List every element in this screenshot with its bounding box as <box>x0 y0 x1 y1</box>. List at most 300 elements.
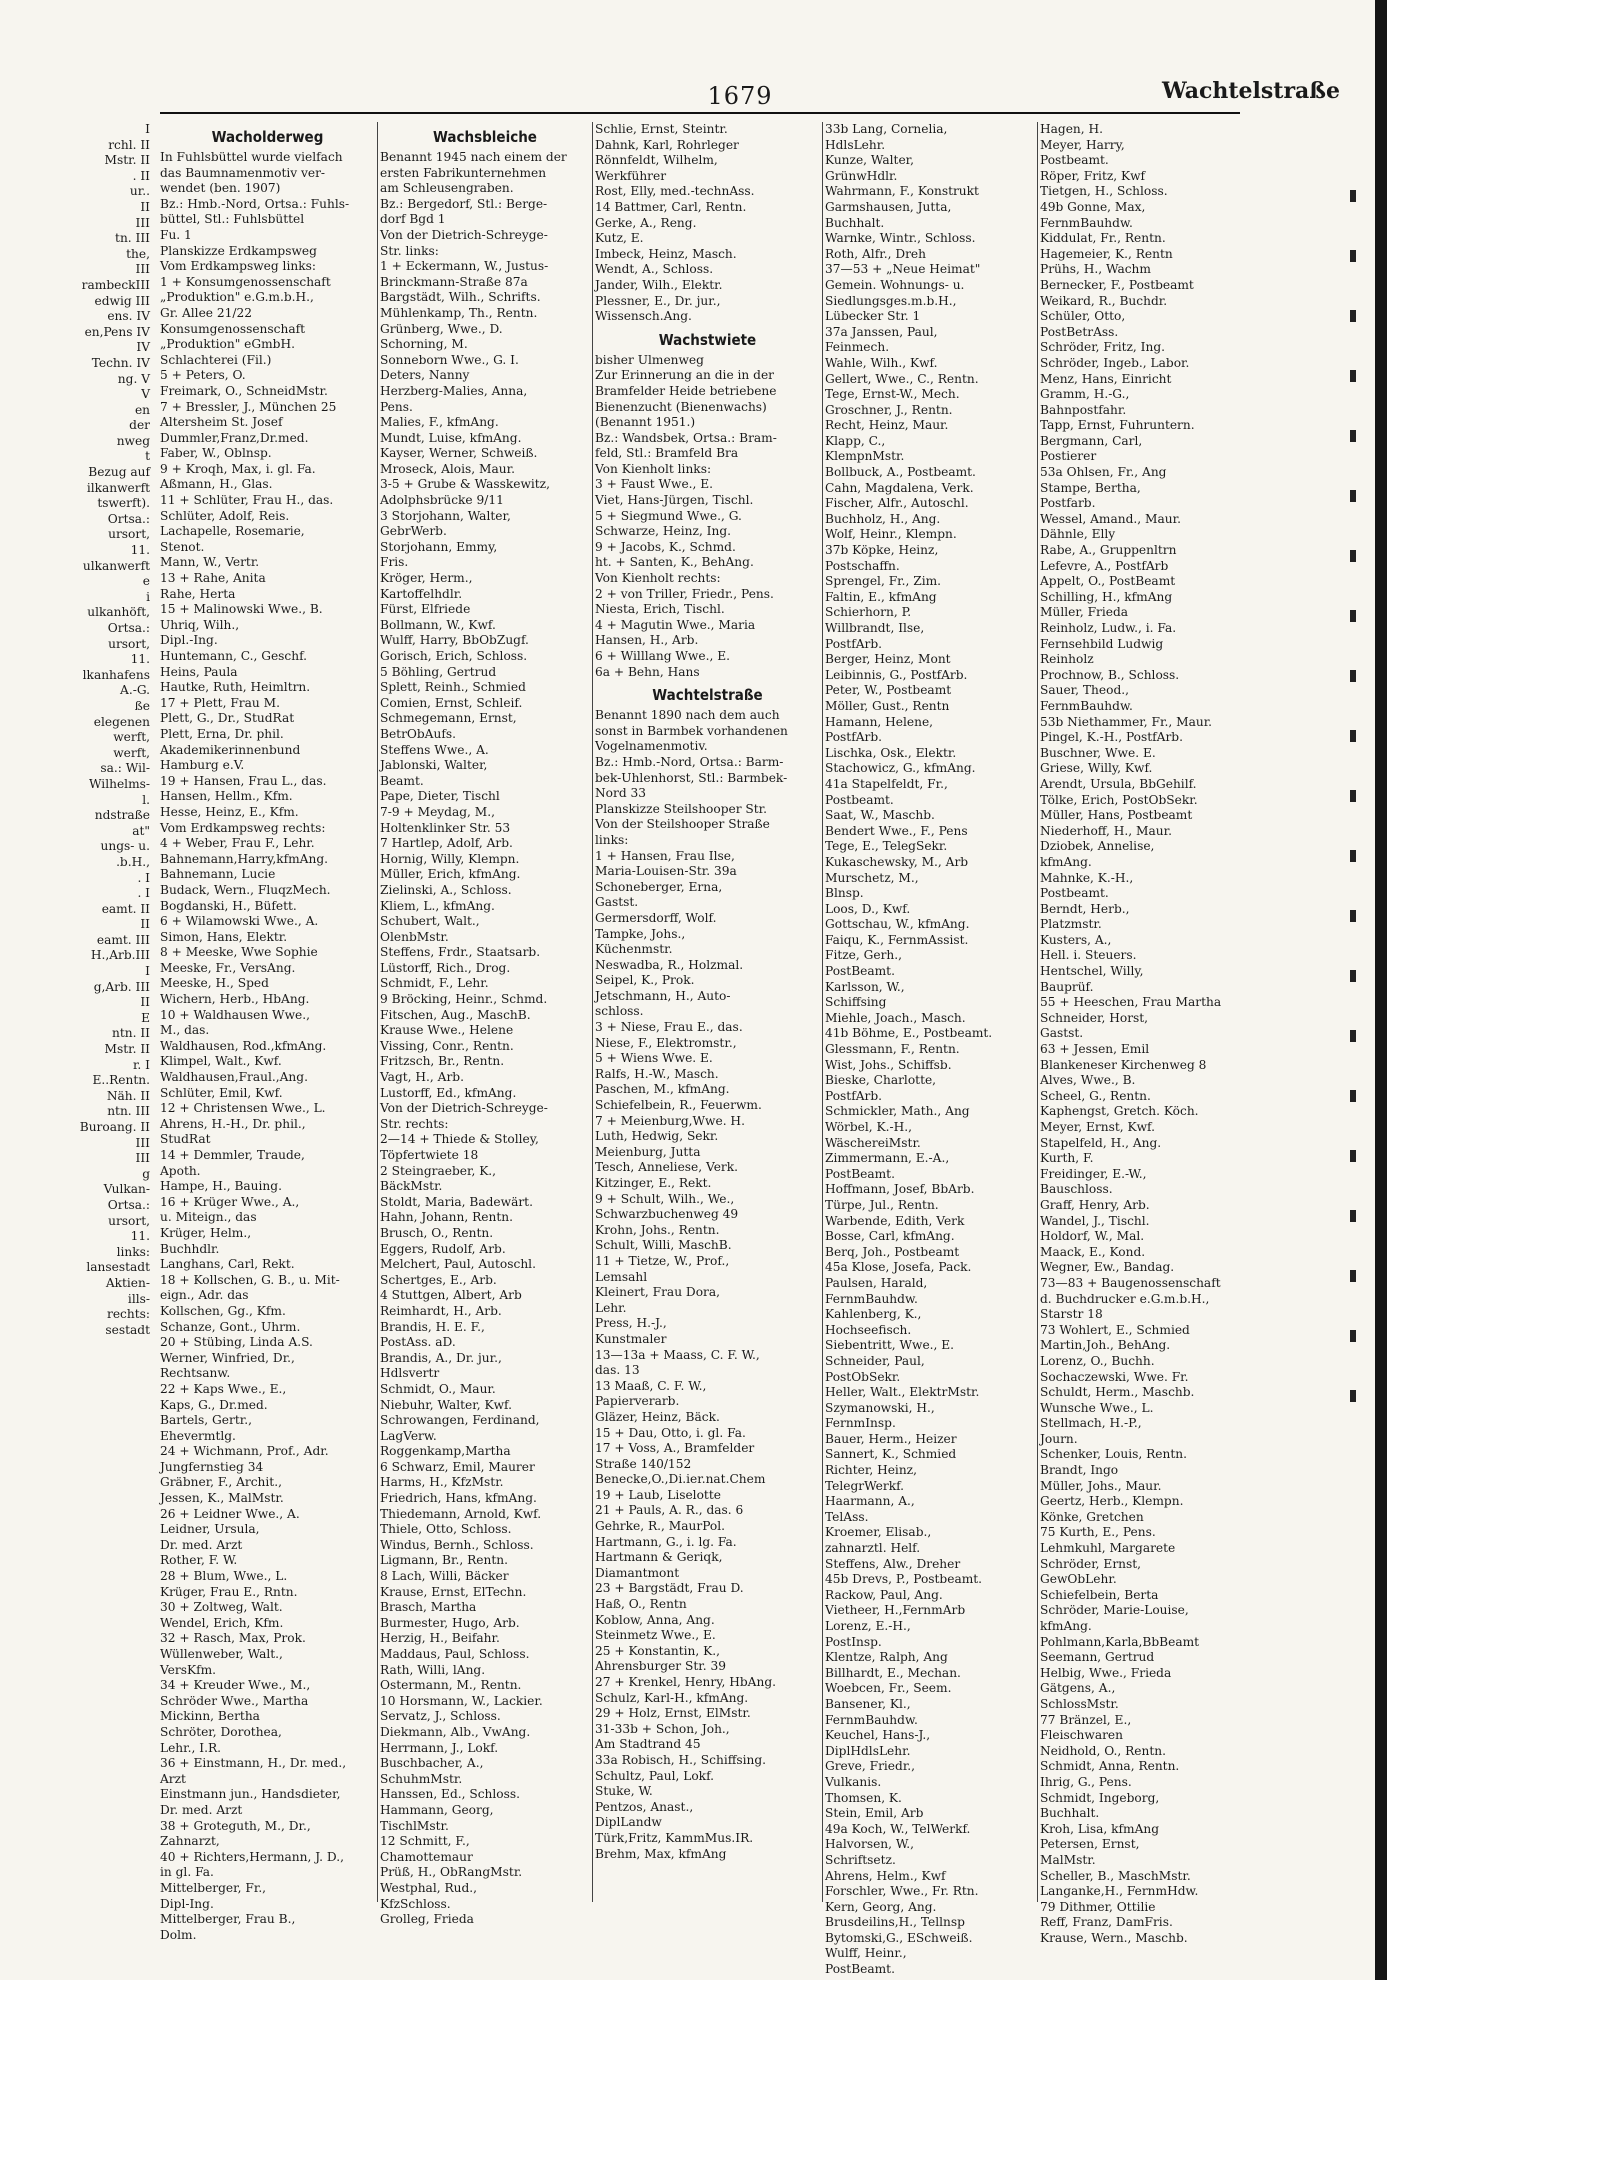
directory-line: Schrowangen, Ferdinand, <box>380 1413 540 1428</box>
directory-line: Gastst. <box>595 895 639 910</box>
directory-line: Schult, Willi, MaschB. <box>595 1238 732 1253</box>
directory-line: Platzmstr. <box>1040 917 1102 932</box>
directory-line: Rahe, Herta <box>160 586 236 601</box>
directory-line: Möller, Gust., Rentn <box>825 698 950 713</box>
directory-line: Scheller, B., MaschMstr. <box>1040 1868 1191 1883</box>
directory-line: Waldhausen,Fraul.,Ang. <box>160 1070 308 1085</box>
directory-line: Benecke,O.,Di.ier.nat.Chem <box>595 1472 766 1487</box>
directory-line: 1 + Hansen, Frau Ilse, <box>595 848 735 863</box>
directory-line: Müller, Erich, kfmAng. <box>380 867 521 882</box>
directory-line: Blankeneser Kirchenweg 8 <box>1040 1057 1207 1072</box>
directory-line: Lorenz, O., Buchh. <box>1040 1353 1155 1368</box>
directory-line: Kröger, Herm., <box>380 571 473 586</box>
directory-line: Küchenmstr. <box>595 942 673 957</box>
directory-line: Aktien- <box>105 1275 150 1290</box>
directory-line: 11. <box>130 543 150 558</box>
directory-line: Szymanowski, H., <box>825 1400 935 1415</box>
directory-line: Freimark, O., SchneidMstr. <box>160 383 328 398</box>
directory-line: 11 + Tietze, W., Prof., <box>595 1253 730 1268</box>
directory-line: Krause, Ernst, ElTechn. <box>380 1584 527 1599</box>
directory-line: Vogelnamenmotiv. <box>595 739 708 754</box>
directory-line: Lorenz, E.-H., <box>825 1619 911 1633</box>
section-head-wachstwiete: Wachstwiete <box>658 330 757 349</box>
directory-line: Mickinn, Bertha <box>160 1709 260 1724</box>
directory-line: 30 + Zoltweg, Walt. <box>160 1600 283 1615</box>
directory-line: FernmBauhdw. <box>825 1712 918 1727</box>
directory-line: Haarmann, A., <box>825 1494 915 1509</box>
directory-line: Sonneborn Wwe., G. I. <box>380 352 519 367</box>
directory-line: 33b Lang, Cornelia, <box>825 122 948 136</box>
directory-line: wendet (ben. 1907) <box>160 181 281 196</box>
directory-line: Reimhardt, H., Arb. <box>380 1303 502 1318</box>
directory-line: Martin,Joh., BehAng. <box>1040 1338 1171 1353</box>
directory-line: Meeske, Fr., VersAng. <box>160 960 296 975</box>
directory-line: Reinholz, Ludw., i. Fa. <box>1040 621 1177 635</box>
directory-line: Gastst. <box>1040 1026 1084 1041</box>
directory-line: Hamann, Helene, <box>825 714 934 729</box>
column-2 <box>380 122 590 1927</box>
directory-line: Journ. <box>1040 1431 1078 1446</box>
directory-line: Splett, Reinh., Schmied <box>380 680 526 695</box>
directory-line: BetrObAufs. <box>380 726 456 741</box>
directory-line: Vulkan- <box>103 1182 150 1197</box>
directory-line: Warnke, Wintr., Schloss. <box>825 231 976 246</box>
directory-line: Arendt, Ursula, BbGehilf. <box>1040 776 1197 791</box>
directory-line: Bendert Wwe., F., Pens <box>825 823 968 838</box>
directory-line: Wilhelms- <box>89 776 150 791</box>
directory-line: PostfArb. <box>825 1088 883 1103</box>
directory-line: Wichern, Herb., HbAng. <box>160 992 310 1007</box>
directory-line: Kutz, E. <box>595 231 644 246</box>
directory-line: Kollschen, Gg., Kfm. <box>160 1303 286 1318</box>
directory-line: Diekmann, Alb., VwAng. <box>380 1724 531 1739</box>
directory-line: Rost, Elly, med.-technAss. <box>595 184 755 199</box>
directory-line: Tege, Ernst-W., Mech. <box>825 387 960 402</box>
directory-line: 7-9 + Meydag, M., <box>380 804 496 819</box>
directory-line: Töpfertwiete 18 <box>380 1148 479 1162</box>
directory-line: 73 Wohlert, E., Schmied <box>1040 1322 1190 1337</box>
directory-line: Wist, Johs., Schiffsb. <box>825 1057 952 1072</box>
directory-line: LagVerw. <box>380 1428 437 1443</box>
directory-line: Herzig, H., Beifahr. <box>380 1631 500 1646</box>
directory-line: Plett, G., Dr., StudRat <box>160 711 295 726</box>
directory-line: (Benannt 1951.) <box>595 415 696 430</box>
directory-line: Vulkanis. <box>825 1774 882 1789</box>
directory-line: 28 + Blum, Wwe., L. <box>160 1569 288 1584</box>
directory-line: Einstmann jun., Handsdieter, <box>160 1787 341 1802</box>
directory-line: Postierer <box>1040 449 1097 464</box>
column-rule <box>592 122 593 1902</box>
directory-line: Ahrens, Helm., Kwf <box>825 1868 946 1883</box>
directory-line: Steffens, Frdr., Staatsarb. <box>380 945 541 960</box>
directory-line: Dahnk, Karl, Rohrleger <box>595 137 739 152</box>
directory-line: Schneider, Paul, <box>825 1353 925 1368</box>
directory-line: bisher Ulmenweg <box>595 352 704 367</box>
directory-line: 53a Ohlsen, Fr., Ang <box>1040 465 1167 480</box>
directory-line: SchuhmMstr. <box>380 1771 463 1786</box>
directory-line: II <box>140 917 150 932</box>
directory-line: Groschner, J., Rentn. <box>825 402 953 417</box>
directory-line: 15 + Malinowski Wwe., B. <box>160 602 323 617</box>
directory-line: II <box>140 199 150 214</box>
directory-line: GebrWerb. <box>380 524 447 539</box>
directory-line: elegenen <box>93 714 150 729</box>
directory-line: Werkführer <box>595 168 667 183</box>
directory-line: Schenker, Louis, Rentn. <box>1040 1447 1187 1462</box>
directory-line: Niesta, Erich, Tischl. <box>595 602 725 617</box>
directory-line: SchlossMstr. <box>1040 1696 1119 1711</box>
directory-line: Brehm, Max, kfmAng <box>595 1846 727 1861</box>
directory-line: Bernecker, F., Postbeamt <box>1040 277 1194 292</box>
directory-line: Beamt. <box>380 773 424 788</box>
directory-line: Fürst, Elfriede <box>380 602 471 617</box>
directory-line: Leibinnis, G., PostfArb. <box>825 667 968 682</box>
directory-line: feld, Stl.: Bramfeld Bra <box>595 446 739 461</box>
directory-line: 22 + Kaps Wwe., E., <box>160 1381 287 1396</box>
directory-line: ntn. III <box>107 1104 150 1119</box>
directory-line: Mundt, Luise, kfmAng. <box>380 430 522 445</box>
directory-line: Langhans, Carl, Rekt. <box>160 1257 295 1272</box>
directory-line: Roth, Alfr., Dreh <box>825 246 926 261</box>
directory-line: Schröder, Fritz, Ing. <box>1040 340 1166 355</box>
directory-line: Hampe, H., Bauing. <box>160 1179 282 1194</box>
directory-line: 2—14 + Thiede & Stolley, <box>380 1132 539 1147</box>
directory-line: Wendel, Erich, Kfm. <box>160 1615 284 1630</box>
directory-line: 25 + Konstantin, K., <box>595 1643 720 1658</box>
directory-line: III <box>135 1151 150 1166</box>
directory-line: Wahle, Wilh., Kwf. <box>825 355 938 370</box>
directory-line: 21 + Pauls, A. R., das. 6 <box>595 1503 744 1518</box>
directory-line: Adolphsbrücke 9/11 <box>380 493 504 508</box>
directory-line: Mühlenkamp, Th., Rentn. <box>380 305 538 320</box>
directory-line: 53b Niethammer, Fr., Maur. <box>1040 714 1213 729</box>
directory-line: at" <box>132 823 150 838</box>
directory-line: Klimpel, Walt., Kwf. <box>160 1054 282 1069</box>
directory-line: E <box>141 1010 150 1025</box>
header-rule <box>160 112 1240 114</box>
directory-line: 24 + Wichmann, Prof., Adr. <box>160 1444 329 1459</box>
directory-line: Buchholz, H., Ang. <box>825 511 941 526</box>
directory-line: Türpe, Jul., Rentn. <box>825 1197 939 1212</box>
directory-line: werft, <box>113 745 150 760</box>
directory-line: Paulsen, Harald, <box>825 1275 928 1290</box>
directory-line: Schneider, Horst, <box>1040 1010 1149 1025</box>
directory-line: Helbig, Wwe., Frieda <box>1040 1665 1172 1680</box>
directory-line: Rabe, A., Gruppenltrn <box>1040 543 1177 558</box>
directory-line: Hesse, Heinz, E., Kfm. <box>160 804 299 819</box>
directory-line: Mroseck, Alois, Maur. <box>380 461 515 476</box>
directory-line: Vissing, Conr., Rentn. <box>380 1038 514 1053</box>
directory-line: Könke, Gretchen <box>1040 1509 1144 1524</box>
directory-line: Glessmann, F., Rentn. <box>825 1042 960 1057</box>
directory-line: ilkanwerft <box>86 480 150 495</box>
directory-line: Gläzer, Heinz, Bäck. <box>595 1409 720 1424</box>
directory-line: 7 + Meienburg,Wwe. H. <box>595 1113 745 1128</box>
directory-line: Friedrich, Hans, kfmAng. <box>380 1491 537 1506</box>
directory-line: Thiedemann, Arnold, Kwf. <box>380 1506 542 1521</box>
directory-line: Wessel, Amand., Maur. <box>1040 511 1181 526</box>
directory-line: Klentze, Ralph, Ang <box>825 1650 948 1665</box>
column-left-fragment <box>0 122 150 1902</box>
directory-line: Schlie, Ernst, Steintr. <box>595 122 728 136</box>
directory-line: 11 + Schlüter, Frau H., das. <box>160 493 334 508</box>
directory-line: 13 + Rahe, Anita <box>160 571 266 586</box>
directory-line: I <box>145 122 150 136</box>
page-number: 1679 <box>707 82 773 110</box>
directory-line: KfzSchloss. <box>380 1896 451 1911</box>
directory-line: Viet, Hans-Jürgen, Tischl. <box>595 493 754 508</box>
directory-line: Bergmann, Carl, <box>1040 433 1143 448</box>
directory-line: Berq, Joh., Postbeamt <box>825 1244 960 1259</box>
directory-line: Woebcen, Fr., Seem. <box>825 1681 952 1696</box>
directory-line: Niederhoff, H., Maur. <box>1040 823 1172 838</box>
directory-line: Schröder, Ingeb., Labor. <box>1040 355 1190 370</box>
edge-marks <box>1350 190 1360 1370</box>
directory-line: Weikard, R., Buchdr. <box>1040 293 1168 308</box>
directory-line: Ligmann, Br., Rentn. <box>380 1553 508 1568</box>
directory-line: Arzt <box>160 1771 186 1786</box>
directory-line: Halvorsen, W., <box>825 1837 915 1852</box>
directory-line: 14 Battmer, Carl, Rentn. <box>595 199 747 214</box>
column-rule <box>1037 122 1038 1902</box>
directory-line: Comien, Ernst, Schleif. <box>380 695 523 710</box>
directory-line: Türk,Fritz, KammMus.IR. <box>595 1830 754 1845</box>
directory-line: 9 + Schult, Wilh., We., <box>595 1191 735 1206</box>
directory-line: Benannt 1890 nach dem auch <box>595 708 780 723</box>
directory-line: Melchert, Paul, Autoschl. <box>380 1257 536 1272</box>
directory-line: Krause, Wern., Maschb. <box>1040 1930 1188 1945</box>
directory-line: Meienburg, Jutta <box>595 1144 701 1159</box>
directory-line: Wissensch.Ang. <box>595 309 692 324</box>
directory-line: III <box>135 262 150 277</box>
directory-line: kfmAng. <box>1040 1619 1092 1633</box>
directory-line: Buschbacher, A., <box>380 1756 484 1771</box>
directory-line: Stoldt, Maria, Badewärt. <box>380 1194 533 1209</box>
directory-line: Reff, Franz, DamFris. <box>1040 1915 1173 1930</box>
directory-line: Griese, Willy, Kwf. <box>1040 761 1153 776</box>
directory-line: FernmInsp. <box>825 1416 896 1431</box>
directory-line: Postbeamt. <box>1040 153 1109 168</box>
directory-line: Gorisch, Erich, Schloss. <box>380 649 528 663</box>
directory-line: Luth, Hedwig, Sekr. <box>595 1129 719 1144</box>
directory-line: tswerft). <box>97 496 150 511</box>
directory-line: Ihrig, G., Pens. <box>1040 1774 1132 1789</box>
directory-line: 37b Köpke, Heinz, <box>825 543 939 558</box>
directory-line: Schubert, Walt., <box>380 914 480 929</box>
directory-line: PostfArb. <box>825 730 883 745</box>
directory-line: Windus, Bernh., Schloss. <box>380 1537 534 1552</box>
directory-line: Bz.: Hmb.-Nord, Ortsa.: Fuhls- <box>160 196 350 211</box>
directory-line: Hentschel, Willy, <box>1040 964 1144 979</box>
directory-line: Gellert, Wwe., C., Rentn. <box>825 371 979 386</box>
directory-line: Ortsa.: <box>107 1197 150 1212</box>
directory-line: Fritzsch, Br., Rentn. <box>380 1054 505 1069</box>
directory-line: 6 + Wilamowski Wwe., A. <box>160 914 319 929</box>
directory-line: Stachowicz, G., kfmAng. <box>825 761 976 776</box>
directory-line: Buchhdlr. <box>160 1241 220 1256</box>
directory-line: Simon, Hans, Elektr. <box>160 929 288 944</box>
directory-line: 15 + Dau, Otto, i. gl. Fa. <box>595 1425 746 1440</box>
directory-line: 8 + Meeske, Wwe Sophie <box>160 945 318 960</box>
directory-line: Reinholz <box>1040 652 1094 667</box>
directory-line: Wunsche Wwe., L. <box>1040 1400 1154 1415</box>
directory-line: 5 + Siegmund Wwe., G. <box>595 508 742 523</box>
directory-line: Tesch, Anneliese, Verk. <box>595 1160 738 1175</box>
directory-line: Steinmetz Wwe., E. <box>595 1628 716 1643</box>
directory-line: 31-33b + Schon, Joh., <box>595 1721 730 1736</box>
directory-line: Zimmermann, E.-A., <box>825 1151 950 1166</box>
column-4-lines <box>825 122 1035 1978</box>
directory-line: Aßmann, H., Glas. <box>160 477 273 492</box>
directory-line: Lemsahl <box>595 1269 648 1284</box>
directory-line: Bauer, Herm., Heizer <box>825 1431 957 1446</box>
directory-line: PostBeamt. <box>825 964 895 979</box>
directory-line: ße <box>134 698 150 713</box>
directory-line: Eggers, Rudolf, Arb. <box>380 1241 506 1256</box>
directory-line: 1 + Eckermann, W., Justus- <box>380 259 549 274</box>
directory-line: I <box>145 964 150 979</box>
directory-line: Niebuhr, Walter, Kwf. <box>380 1397 512 1412</box>
directory-line: Stuke, W. <box>595 1784 653 1799</box>
directory-line: Kiddulat, Fr., Rentn. <box>1040 231 1166 246</box>
directory-line: Langanke,H., FernmHdw. <box>1040 1884 1199 1899</box>
directory-line: Krohn, Johs., Rentn. <box>595 1222 720 1237</box>
directory-line: 3 Storjohann, Walter, <box>380 508 511 523</box>
directory-line: Stellmach, H.-P., <box>1040 1416 1142 1431</box>
directory-line: Wendt, A., Schloss. <box>595 262 714 277</box>
directory-line: Sprengel, Fr., Zim. <box>825 574 942 589</box>
directory-line: bek-Uhlenhorst, Stl.: Barmbek- <box>595 770 788 785</box>
directory-line: 27 + Krenkel, Henry, HbAng. <box>595 1675 776 1689</box>
directory-line: BäckMstr. <box>380 1179 443 1194</box>
directory-line: Scheel, G., Rentn. <box>1040 1088 1151 1103</box>
directory-line: 29 + Holz, Ernst, ElMstr. <box>595 1706 751 1721</box>
directory-line: TelAss. <box>825 1509 869 1524</box>
directory-line: nweg <box>116 433 150 448</box>
directory-line: Pens. <box>380 399 413 414</box>
directory-line: 37—53 + „Neue Heimat" <box>825 262 981 277</box>
column-3-top-lines <box>595 122 820 325</box>
directory-line: Neidhold, O., Rentn. <box>1040 1743 1166 1758</box>
directory-line: 41a Stapelfeldt, Fr., <box>825 776 948 791</box>
directory-line: Lefevre, A., PostfArb <box>1040 558 1169 573</box>
directory-line: ndstraße <box>94 808 150 823</box>
directory-line: Maddaus, Paul, Schloss. <box>380 1647 530 1661</box>
directory-line: Imbeck, Heinz, Masch. <box>595 246 737 261</box>
directory-line: 12 Schmitt, F., <box>380 1834 470 1849</box>
directory-line: 73—83 + Baugenossenschaft <box>1040 1275 1221 1290</box>
directory-line: Recht, Heinz, Maur. <box>825 418 949 433</box>
directory-line: Fu. 1 <box>160 227 192 242</box>
directory-line: 12 + Christensen Wwe., L. <box>160 1101 326 1116</box>
directory-line: Gemein. Wohnungs- u. <box>825 277 965 292</box>
directory-line: III <box>135 215 150 230</box>
directory-line: Mstr. II <box>104 153 150 168</box>
directory-line: ills- <box>127 1291 150 1306</box>
directory-line: 4 + Weber, Frau F., Lehr. <box>160 836 315 851</box>
directory-line: FernmBauhdw. <box>1040 215 1133 230</box>
directory-line: Zur Erinnerung an die in der <box>595 368 774 383</box>
directory-line: Kleinert, Frau Dora, <box>595 1285 720 1300</box>
directory-line: Graff, Henry, Arb. <box>1040 1197 1150 1212</box>
directory-line: Techn. IV <box>91 355 150 370</box>
directory-line: Waldhausen, Rod.,kfmAng. <box>160 1038 327 1053</box>
directory-line: zahnarztl. Helf. <box>825 1541 921 1556</box>
directory-line: Müller, Johs., Maur. <box>1040 1478 1162 1493</box>
directory-line: rambeckIII <box>81 277 150 292</box>
directory-line: Kayser, Werner, Schweiß. <box>380 446 538 461</box>
directory-line: eign., Adr. das <box>160 1288 249 1303</box>
directory-line: PostObSekr. <box>825 1369 901 1384</box>
directory-line: Heller, Walt., ElektrMstr. <box>825 1385 980 1400</box>
directory-line: werft, <box>113 730 150 745</box>
directory-line: 11. <box>130 652 150 667</box>
directory-line: Kaphengst, Gretch. Köch. <box>1040 1104 1199 1119</box>
directory-line: Krause Wwe., Helene <box>380 1023 514 1038</box>
directory-line: Kliem, L., kfmAng. <box>380 898 495 913</box>
directory-line: der <box>129 418 150 433</box>
directory-line: Bytomski,G., ESchweiß. <box>825 1930 973 1945</box>
directory-line: PostAss. aD. <box>380 1335 456 1350</box>
column-5 <box>1040 122 1260 1945</box>
directory-line: Loos, D., Kwf. <box>825 901 911 916</box>
directory-line: Zahnarzt, <box>160 1834 220 1849</box>
directory-line: Akademikerinnenbund <box>160 742 301 757</box>
page-edge-shadow <box>1375 0 1387 1980</box>
directory-line: Wüllenweber, Walt., <box>160 1647 283 1661</box>
directory-line: 10 + Waldhausen Wwe., <box>160 1007 310 1022</box>
column-3 <box>595 122 820 1902</box>
directory-line: Werner, Winfried, Dr., <box>160 1350 295 1365</box>
directory-line: Keuchel, Hans-J., <box>825 1728 931 1743</box>
directory-line: Schmidt, F., Lehr. <box>380 976 489 991</box>
directory-line: Kusters, A., <box>1040 932 1112 947</box>
directory-line: Malies, F., kfmAng. <box>380 415 499 430</box>
directory-line: Dipl-Ing. <box>160 1896 214 1911</box>
directory-line: Lischka, Osk., Elektr. <box>825 745 957 760</box>
column-3-wachtelstrasse-lines <box>595 708 820 1862</box>
directory-line: Näh. II <box>106 1088 150 1103</box>
directory-line: Ahrensburger Str. 39 <box>595 1659 726 1674</box>
directory-line: Hochseefisch. <box>825 1322 912 1337</box>
directory-line: Ortsa.: <box>107 621 150 635</box>
directory-line: Schlüter, Adolf, Reis. <box>160 508 290 523</box>
directory-line: Bosse, Carl, kfmAng. <box>825 1229 955 1244</box>
directory-line: Dummler,Franz,Dr.med. <box>160 430 309 445</box>
directory-line: Fleischwaren <box>1040 1728 1123 1743</box>
directory-line: Hahn, Johann, Rentn. <box>380 1210 513 1225</box>
directory-line: r. I <box>132 1057 150 1072</box>
directory-line: Lüstorff, Rich., Drog. <box>380 960 511 975</box>
directory-line: 6a + Behn, Hans <box>595 664 700 679</box>
directory-line: Jungfernstieg 34 <box>160 1459 264 1474</box>
directory-line: DiplHdlsLehr. <box>825 1743 911 1758</box>
directory-line: Wahrmann, F., Konstrukt <box>825 184 979 199</box>
directory-line: 2 Steingraeber, K., <box>380 1163 497 1178</box>
directory-line: Schiffsing <box>825 995 887 1010</box>
directory-line: Mahnke, K.-H., <box>1040 870 1134 885</box>
directory-line: Seemann, Gertrud <box>1040 1650 1155 1665</box>
column-4 <box>825 122 1035 1977</box>
directory-line: Tölke, Erich, PostObSekr. <box>1040 792 1198 807</box>
directory-line: Wolf, Heinr., Klempn. <box>825 527 957 542</box>
directory-line: Bz.: Hmb.-Nord, Ortsa.: Barm- <box>595 754 784 769</box>
directory-line: Bahnemann,Harry,kfmAng. <box>160 851 328 866</box>
column-2-lines <box>380 150 590 1928</box>
directory-line: Schulz, Karl-H., kfmAng. <box>595 1690 749 1705</box>
directory-line: OlenbMstr. <box>380 929 449 944</box>
directory-line: Blnsp. <box>825 886 864 901</box>
